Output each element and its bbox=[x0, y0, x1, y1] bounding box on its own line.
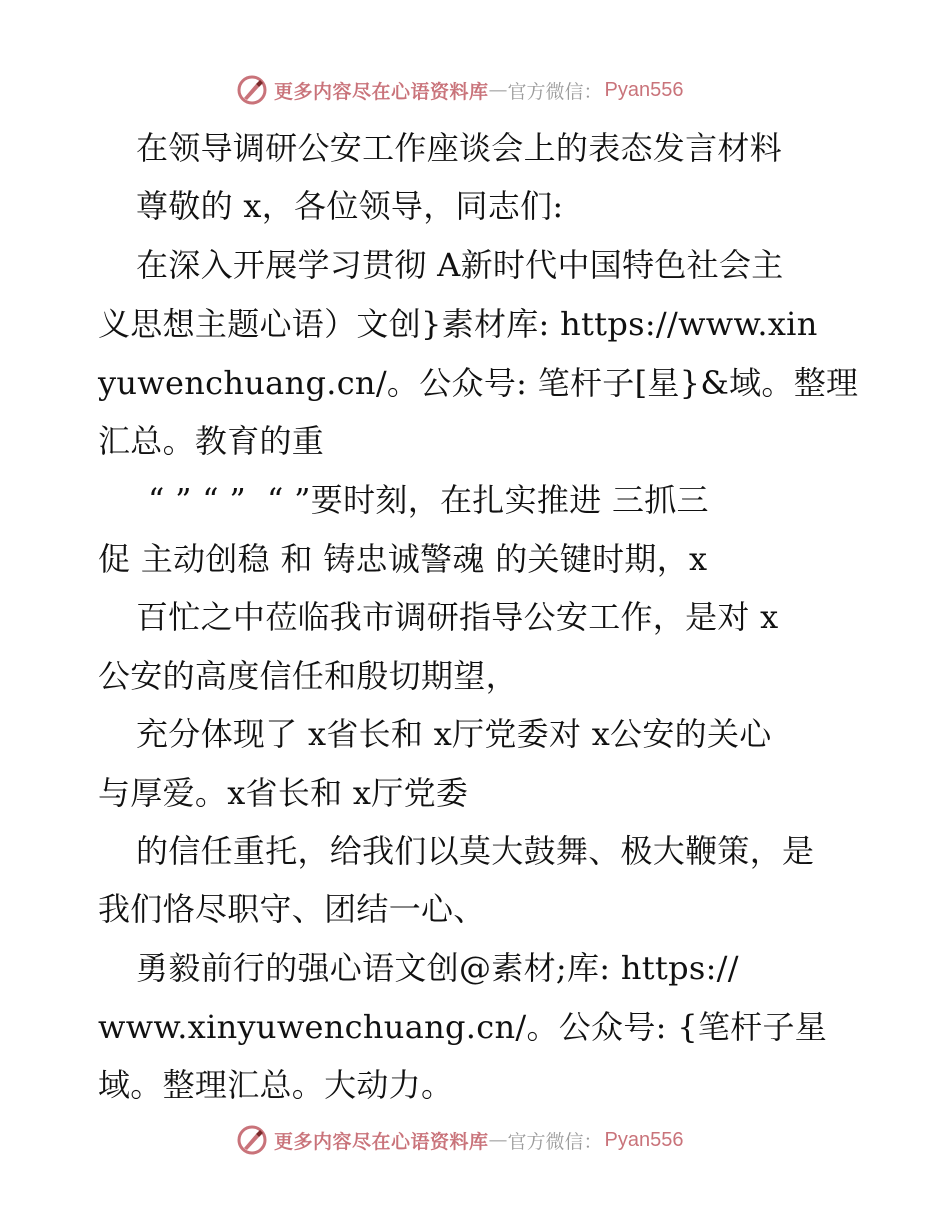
text-line: “ ” “ ” “ ”要时刻，在扎实推进 三抓三 bbox=[148, 481, 709, 519]
text-line: 促 主动创稳 和 铸忠诚警魂 的关键时期，x bbox=[98, 540, 708, 578]
footer-banner bbox=[236, 1122, 684, 1158]
banner-slogan: 更多内容尽在心语资料库 bbox=[274, 1130, 489, 1153]
salutation: 尊敬的 x，各位领导，同志们: bbox=[136, 187, 564, 225]
banner-contact-id: Pyan556 bbox=[604, 78, 684, 101]
banner-separator: — bbox=[488, 1129, 508, 1151]
document-title: 在领导调研公安工作座谈会上的表态发言材料 bbox=[136, 129, 783, 167]
text-line: 汇总。教育的重 bbox=[98, 422, 325, 460]
text-line: 勇毅前行的强心语文创@素材;库: https:// bbox=[136, 949, 739, 987]
text-line: 域。整理汇总。大动力。 bbox=[98, 1066, 454, 1104]
banner-contact-id: Pyan556 bbox=[604, 1128, 684, 1151]
text-line: 百忙之中莅临我市调研指导公安工作，是对 x bbox=[136, 598, 779, 636]
header-banner bbox=[236, 72, 684, 108]
banner-contact-label: 官方微信： bbox=[507, 1130, 603, 1153]
text-line: www.xinyuwenchuang.cn/。公众号: {笔杆子星 bbox=[98, 1008, 828, 1046]
banner-slogan: 更多内容尽在心语资料库 bbox=[274, 80, 489, 103]
text-line: 我们恪尽职守、团结一心、 bbox=[98, 890, 486, 928]
text-line: yuwenchuang.cn/。公众号: 笔杆子[星}&域。整理 bbox=[98, 364, 859, 402]
text-line: 充分体现了 x省长和 x厅党委对 x公安的关心 bbox=[136, 715, 772, 753]
banner-contact-label: 官方微信： bbox=[507, 80, 603, 103]
text-line: 与厚爱。x省长和 x厅党委 bbox=[98, 774, 469, 812]
text-line: 公安的高度信任和殷切期望， bbox=[98, 657, 518, 695]
banner-separator: — bbox=[488, 79, 508, 101]
text-line: 的信任重托，给我们以莫大鼓舞、极大鞭策，是 bbox=[136, 832, 815, 870]
text-line: 义思想主题心语）文创}素材库: https://www.xin bbox=[98, 305, 818, 343]
pen-logo-icon bbox=[236, 1124, 268, 1156]
text-line: 在深入开展学习贯彻 A新时代中国特色社会主 bbox=[136, 246, 784, 284]
pen-logo-icon bbox=[236, 74, 268, 106]
